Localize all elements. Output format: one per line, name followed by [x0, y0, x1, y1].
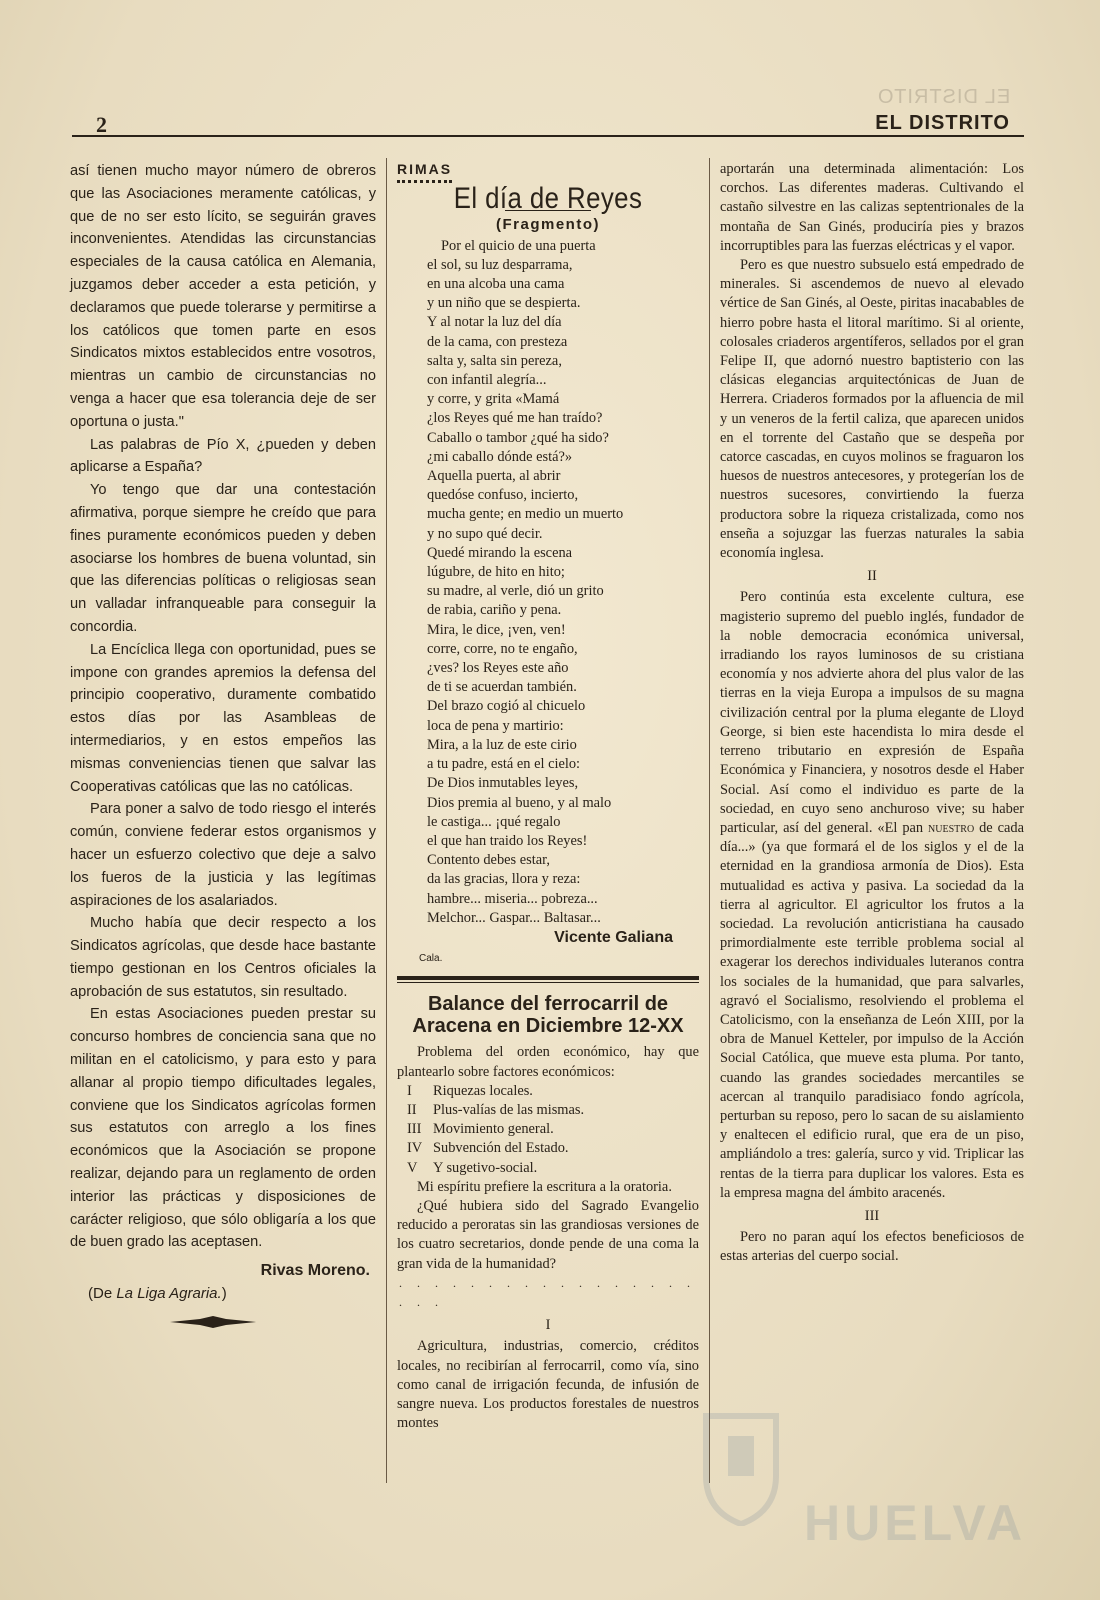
paragraph: Mi espíritu prefiere la escritura a la oratoria. — [417, 1178, 672, 1195]
poem-line: De Dios inmutables leyes, — [427, 775, 579, 792]
poem-author: Vicente Galiana — [554, 928, 673, 946]
poem-line: y no supo qué decir. — [427, 525, 543, 542]
list-item-text: Subvención del Estado. — [433, 1140, 569, 1157]
poem-title: El día de Reyes — [453, 182, 643, 216]
list-item-text: Riquezas locales. — [433, 1082, 533, 1099]
poem-line: Caballo o tambor ¿qué ha sido? — [427, 429, 609, 446]
paragraph: Pero no paran aquí los efectos beneficiosos de estas arterias del cuerpo social. — [720, 1229, 1024, 1265]
publication-title: EL DISTRITO — [875, 112, 1010, 134]
poem-line: mucha gente; en medio un muerto — [427, 506, 624, 523]
poem-line: su madre, al verle, dió un grito — [427, 583, 604, 600]
column-3 — [720, 160, 1024, 1267]
poem-line: ¿ves? los Reyes este año — [427, 660, 569, 677]
page-number: 2 — [96, 112, 107, 137]
list-item — [397, 1120, 699, 1139]
poem-line: da las gracias, llora y reza: — [427, 871, 581, 888]
poem-line: le castiga... ¡qué regalo — [427, 813, 561, 830]
list-item — [397, 1082, 699, 1101]
list-item-number: I — [407, 1082, 412, 1099]
poem-line: de ti se acuerdan también. — [427, 679, 577, 696]
list-item-number: II — [407, 1101, 417, 1118]
list-item-text: Y sugetivo-social. — [433, 1159, 538, 1176]
coat-of-arms-icon — [696, 1406, 786, 1526]
paragraph: Las palabras de Pío X, ¿pueden y deben aplicarse a España? — [70, 436, 376, 476]
list-item — [397, 1101, 699, 1120]
poem-line: Dios premia al bueno, y al malo — [427, 794, 612, 811]
poem-line: hambre... miseria... pobreza... — [427, 890, 598, 907]
poem-line: Mira, le dice, ¡ven, ven! — [427, 621, 566, 638]
section-number: I — [545, 1317, 551, 1334]
poem-line: Del brazo cogió al chicuelo — [427, 698, 586, 715]
poem-body — [397, 237, 699, 928]
poem-line: a tu padre, está en el cielo: — [427, 756, 581, 773]
poem-line: ¿los Reyes qué me han traído? — [427, 410, 603, 427]
poem-line: ¿mi caballo dónde está?» — [427, 448, 573, 465]
list-item-text: Movimiento general. — [433, 1121, 554, 1138]
poem-line: corre, corre, no te engaño, — [427, 640, 578, 657]
poem-line: en una alcoba una cama — [427, 276, 565, 293]
factor-list — [397, 1082, 699, 1178]
poem-line: Melchor... Gaspar... Baltasar... — [427, 909, 601, 926]
poem-line: quedóse confuso, incierto, — [427, 487, 579, 504]
section-label: RIMAS — [397, 160, 452, 183]
list-item — [397, 1159, 699, 1178]
article-source: (De La Liga Agraria.) — [88, 1285, 227, 1303]
paragraph: Mucho había que decir respecto a los Sindicatos agrícolas, que desde hace bastante tiempo gestionan en los Centros oficiales la aprobación de sus estatutos, sin resultado. — [70, 915, 376, 1000]
column-divider — [709, 158, 710, 1483]
paragraph: aportarán una determinada alimentación: Los corchos. Las diferentes maderas. Cultivando el castaño silvestre en las calizas septentrionales de la montaña de San Ginés, produciría pies y brazos incorruptibles para las fuerzas eléctricas y el vapor. — [720, 161, 1024, 254]
ellipsis-dots: . . . . . . . . . . . . . . . . . . . . — [399, 1275, 696, 1309]
poem-line: salta y, salta sin pereza, — [427, 352, 562, 369]
paragraph: En estas Asociaciones pueden prestar su concurso hombres de conciencia sana que no militan en el catolicismo, y para esto y para allanar al propio tiempo dificultades legales, conviene que los Sindicatos agrícolas formen sus estatutos con arreglo a los fines económicos que la Asociación se propone realizar, dejando para un reglamento de orden interior las prácticas y disposiciones de carácter religioso, que sólo obligaría a los que de buen grado las aceptasen. — [70, 1006, 376, 1251]
poem-line: el sol, su luz desparrama, — [427, 256, 573, 273]
poem-line: con infantil alegría... — [427, 372, 547, 389]
paragraph: Yo tengo que dar una contestación afirmativa, porque siempre he creído que para fines puramente económicos pueden y deben asociarse los hombres de buena voluntad, sin que las diferencias políticas o religiosas sean un valladar infranqueable para conseguir la concordia. — [70, 482, 376, 635]
paragraph: Problema del orden económico, hay que plantearlo sobre factores económicos: — [397, 1044, 699, 1080]
list-item-number: V — [407, 1159, 418, 1176]
bleed-through-title: EL DISTRITO — [876, 86, 1010, 108]
column-2 — [397, 160, 699, 1433]
column-1 — [70, 160, 376, 1328]
paragraph: así tienen mucho mayor número de obreros que las Asociaciones meramente católicas, y que de no ser esto lícito, se seguirán graves inconvenientes. Atendidas las circunstancias especiales de la causa católica en Alemania, juzgamos deber acceder a esta petición, y declaramos que puede tolerarse y permitirse a los católicos que tomen parte en esos Sindicatos mixtos establecidos entre vosotros, mientras un cambio de circunstancias no venga a hacer que esa tolerancia deje de ser oportuna o justa." — [70, 163, 376, 430]
list-item-number: IV — [407, 1140, 423, 1157]
poem-line: el que han traido los Reyes! — [427, 832, 588, 849]
paragraph: Pero continúa esta excelente cultura, ese magisterio supremo del pueblo inglés, fundador de la noble democracia económica universal, irradiando los rayos luminosos de su cristiana economía y nos advierte ahora del plus valor de las tierras en la vieja Europa a impulsos de su magna civilización central por la pluma elegante de Lloyd George, si bien este hacendista lo mira desde el terreno tributario en expresión de España Económica y Financiera, y nosotros desde el Haber Social. Así como el individuo es parte de la sociedad, en cuyo seno anchuroso vive; su haber particular, así del general. «El pan nuestro de cada día...» (ya que formará el de los siglos y el de la eternidad en la grandiosa armonía de Dios). Esta mutualidad es activa y pasiva. La sociedad da la tierra al agricultor. El agricultor los frutos a la sociedad. La revolución anticristiana ha causado primordialmente este terrible problema social al exagerar los derechos individuales luteranos contra los sociales de la humanidad, que para salvarles, agravó el Socialismo, resolviendo el problema el Catolicismo, con la enseñanza de León XIII, por la obra de Manuel Ketteler, por impulso de la Acción Social Católica, que mueve esta pluma. Por tanto, cuando las grandes sociedades mercantiles se acercan al tranquilo paradisiaco fondo agrícola, perturban su reposo, pero lo sacan de su aislamiento y enaltecen el edificio rural, que era de un piso, ampliándolo a tres: galería, surco y vid. Triplicar las rentas de la tierra para duplicar los valores. Esta es la empresa magna del ámbito aracenés. — [720, 589, 1024, 1201]
poem-line: Contento debes estar, — [427, 852, 550, 869]
section-rule — [397, 976, 699, 983]
poem-subtitle: (Fragmento) — [496, 216, 600, 234]
list-item-text: Plus-valías de las mismas. — [433, 1101, 585, 1118]
poem-line: Y al notar la luz del día — [427, 314, 562, 331]
column-divider — [386, 158, 387, 1483]
archive-watermark — [696, 1386, 1027, 1566]
source-name: La Liga Agraria. — [116, 1285, 222, 1303]
poem-line: de rabia, cariño y pena. — [427, 602, 562, 619]
list-item-number: III — [407, 1121, 422, 1138]
paragraph: ¿Qué hubiera sido del Sagrado Evangelio reducido a peroratas sin las grandiosas versiones de los cuatro secretarios, donde pende de una coma la gran vida de la humanidad? — [397, 1197, 699, 1272]
paragraph: La Encíclica llega con oportunidad, pues se impone con grandes apremios la defensa del principio cooperativo, duramente combatido estos días por las Asambleas de intermediarios, y en estos empeños las mismas conveniencias tienen que salvar las Cooperativas católicas que las no católicas. — [70, 641, 376, 795]
poem-line: loca de pena y martirio: — [427, 717, 564, 734]
section-number: II — [867, 568, 877, 585]
poem-place: Cala. — [419, 953, 443, 965]
poem-line: lúgubre, de hito en hito; — [427, 564, 565, 581]
poem-line: y un niño que se despierta. — [427, 295, 581, 312]
poem-line: Aquella puerta, al abrir — [427, 468, 561, 485]
poem-line: Por el quicio de una puerta — [441, 237, 596, 254]
paragraph: Para poner a salvo de todo riesgo el interés común, conviene federar estos organismos y hacer un esfuerzo colectivo que deje a salvo los fueros de la justicia y las legítimas aspiraciones de los asalariados. — [70, 801, 376, 909]
header-rule — [72, 135, 1024, 137]
paragraph: Pero es que nuestro subsuelo está empedrado de minerales. Si ascendemos de nuevo al elevado vértice de San Ginés, al Oeste, piritas inacabables de hierro pobre hasta el litoral marítimo. Si al oriente, colosales criaderos argentíferos, sellados por el gran Felipe II, que adornó nuestro baptisterio con las clásicas elegancias arquitectónicas de Juan de Herrera. Criaderos formados por la afluencia de mil y un veneros de la fertil caliza, que aparecen unidos en el torrente del Castaño que se despeña por catorce cascadas, en cuyos molinos se fraguaron los huesos de nuestros antecesores, y protegerían los de nuestros sucesores, convirtiendo la fuerza productora sobre la riqueza cristalizada, como nos enseña a sojuzgar las fuerzas naturales la sabia economía inglesa. — [720, 257, 1024, 562]
poem-line: Quedé mirando la escena — [427, 544, 573, 561]
section-number: III — [864, 1207, 880, 1224]
article-signature: Rivas Moreno. — [260, 1262, 370, 1280]
article-title: Balance del ferrocarril de Aracena en Diciembre 12-XX — [412, 993, 684, 1038]
watermark-text: HUELVA — [804, 1495, 1027, 1551]
poem-line: y corre, y grita «Mamá — [427, 391, 560, 408]
list-item — [397, 1139, 699, 1158]
poem-line: Mira, a la luz de este cirio — [427, 736, 577, 753]
paragraph: Agricultura, industrias, comercio, créditos locales, no recibirían al ferrocarril, como vía, sino como canal de irrigación fecunda, de infusión de sangre nueva. Los productos forestales de nuestros montes — [397, 1338, 699, 1432]
end-ornament-icon — [170, 1316, 256, 1328]
poem-line: de la cama, con presteza — [427, 333, 568, 350]
